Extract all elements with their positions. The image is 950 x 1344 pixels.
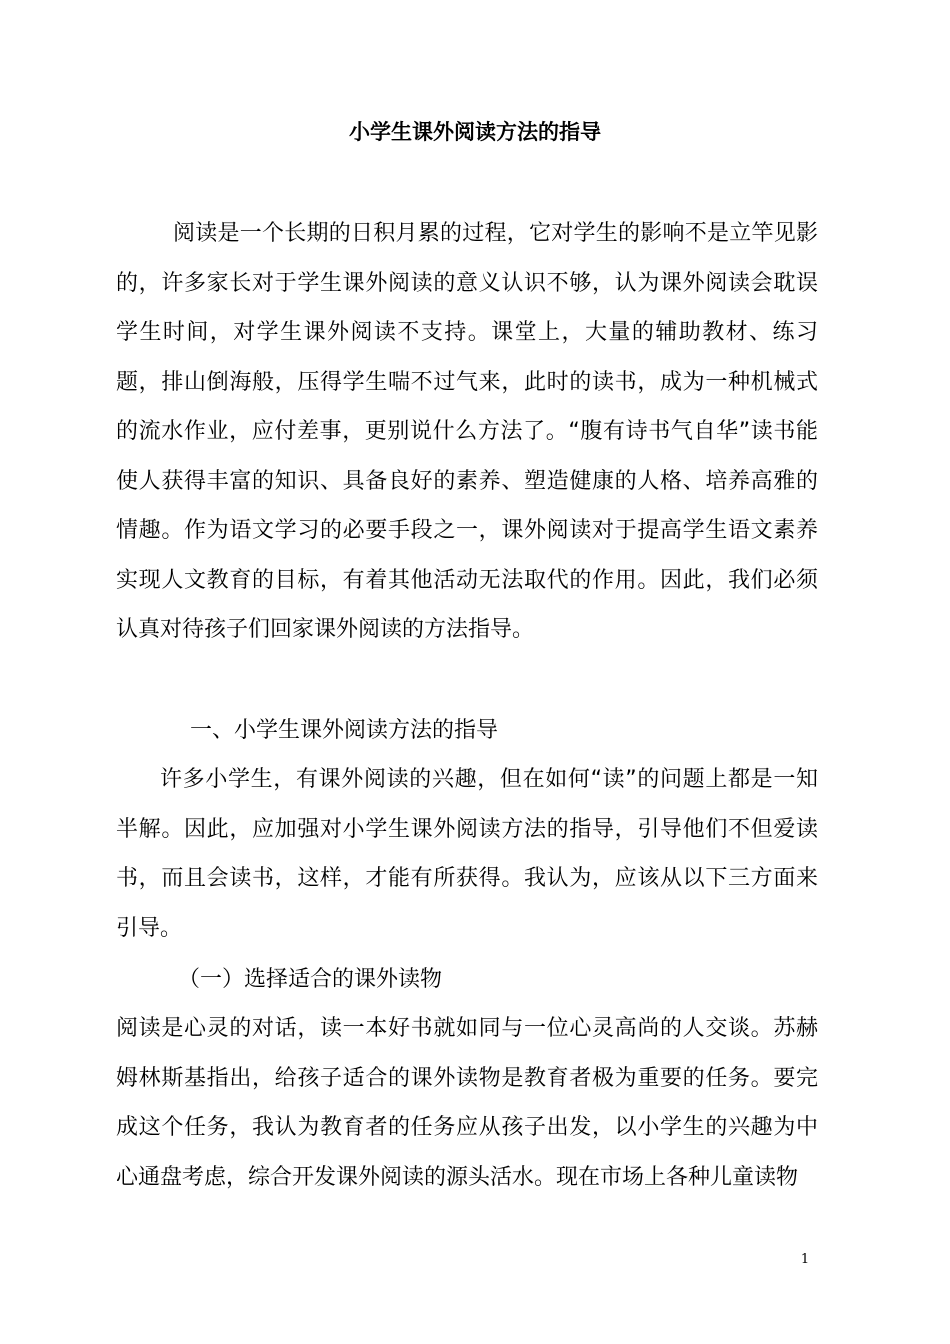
document-title: 小学生课外阅读方法的指导 [349,120,601,144]
section-paragraph: 许多小学生，有课外阅读的兴趣，但在如何“读”的问题上都是一知半解。因此，应加强对小学生课外阅读方法的指导，引导他们不但爱读书，而且会读书，这样，才能有所获得。我认为，应该从以下三方面来引导。 [116,767,818,941]
subsection-paragraph: 阅读是心灵的对话，读一本好书就如同与一位心灵高尚的人交谈。苏赫姆林斯基指出，给孩子适合的课外读物是教育者极为重要的任务。要完成这个任务，我认为教育者的任务应从孩子出发，以小学生的兴趣为中心通盘考虑，综合开发课外阅读的源头活水。现在市场上各种儿童读物 [116,1016,818,1190]
intro-paragraph: 阅读是一个长期的日积月累的过程，它对学生的影响不是立竿见影的，许多家长对于学生课外阅读的意义认识不够，认为课外阅读会耽误学生时间，对学生课外阅读不支持。课堂上，大量的辅助教材、练习题，排山倒海般，压得学生喘不过气来，此时的读书，成为一种机械式的流水作业，应付差事，更别说什么方法了。“腹有诗书气自华”读书能使人获得丰富的知识、具备良好的素养、塑造健康的人格、培养高雅的情趣。作为语文学习的必要手段之一，课外阅读对于提高学生语文素养实现人文教育的目标，有着其他活动无法取代的作用。因此，我们必须认真对待孩子们回家课外阅读的方法指导。 [116,221,818,642]
subsection-heading: （一）选择适合的课外读物 [178,967,443,992]
section-heading: 一、小学生课外阅读方法的指导 [190,718,499,743]
page-number: 1 [800,1252,810,1267]
